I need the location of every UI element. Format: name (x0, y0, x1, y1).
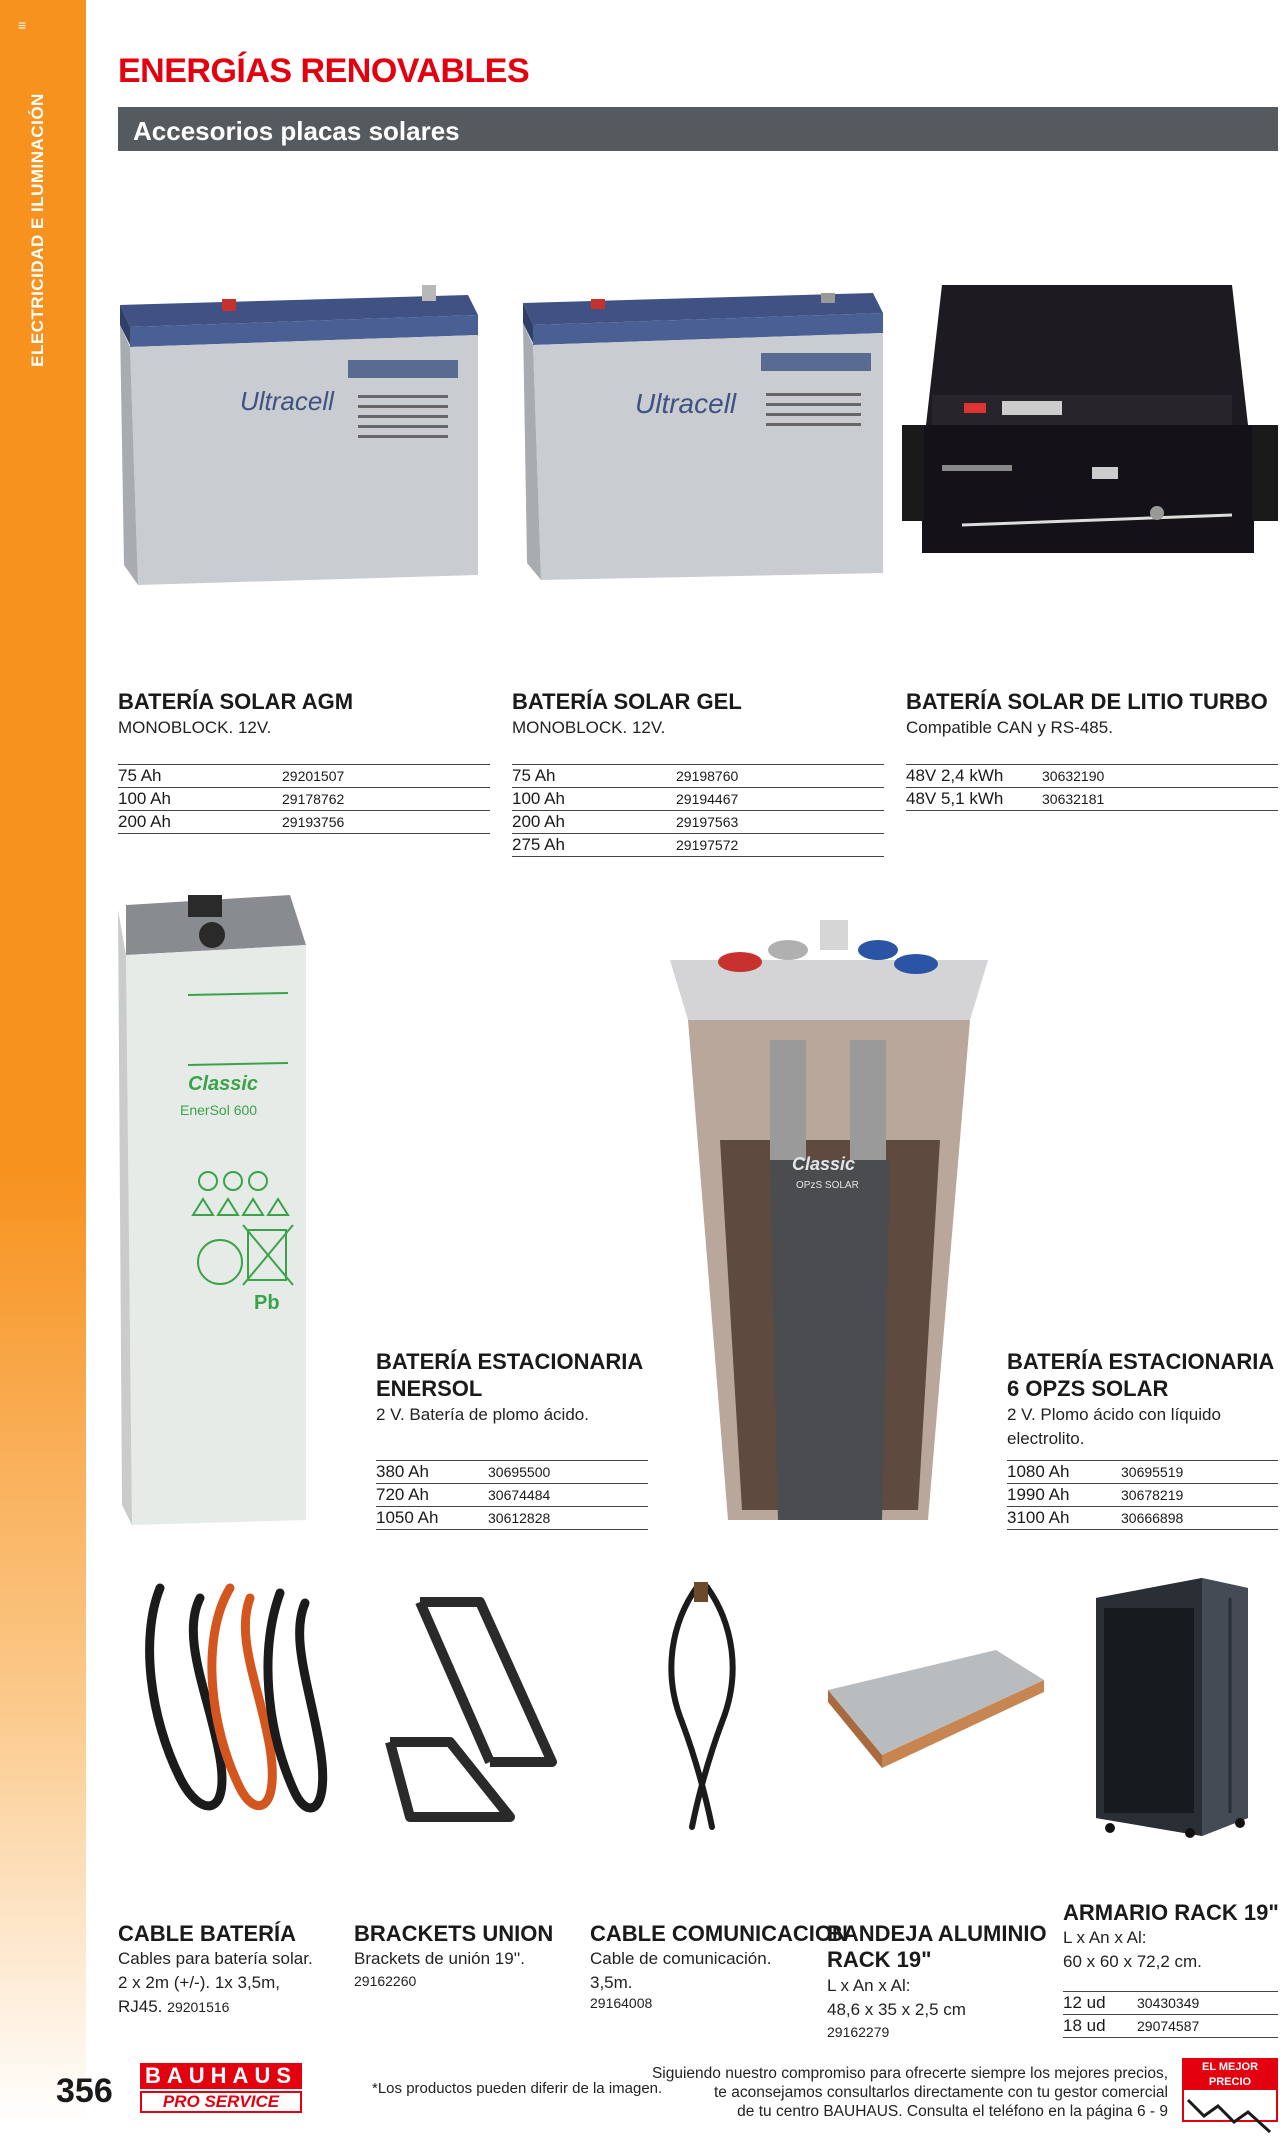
bandeja-desc-2: 48,6 x 35 x 2,5 cm (827, 2000, 966, 2019)
enersol-title-2: ENERSOL (376, 1376, 483, 1401)
price-down-chart-icon (1184, 2090, 1276, 2136)
cable-ref: 29201516 (167, 1999, 230, 2015)
price-note: Siguiendo nuestro compromiso para ofrecerte siempre los mejores precios, te aconsejamos consultarlos directamente con tu gestor comercial de tu centro BAUHAUS. Consulta el teléfono en la página 6 - 9 (651, 2065, 1168, 2120)
enersol-brand-text: Classic (188, 1073, 259, 1095)
brackets-title: BRACKETS UNION (354, 1921, 554, 1946)
armario-title: ARMARIO RACK 19" (1063, 1900, 1279, 1925)
opzs-brand-text: Classic (792, 1154, 856, 1174)
bandeja-title-2: RACK 19" (827, 1947, 932, 1972)
brackets-desc: Brackets de unión 19''. (354, 1949, 525, 1968)
gel-variant-table (512, 764, 884, 857)
page-number: 356 (56, 2072, 113, 2110)
table-row: 200 Ah 29193756 (118, 810, 490, 834)
litio-title: BATERÍA SOLAR DE LITIO TURBO (906, 689, 1268, 714)
agm-title: BATERÍA SOLAR AGM (118, 689, 354, 714)
cable-desc-3: RJ45. 29201516 (118, 1997, 230, 2016)
section-label: ELECTRICIDAD E ILUMINACIÓN (28, 93, 47, 367)
lithium-battery-image (902, 285, 1278, 557)
armario-desc-2: 60 x 60 x 72,2 cm. (1063, 1952, 1202, 1971)
table-row: 1080 Ah 30695519 (1007, 1460, 1278, 1483)
enersol-battery-image (118, 895, 308, 1525)
section-sidebar (0, 0, 86, 2124)
enersol-variant-table (376, 1460, 648, 1530)
agm-variant-table (118, 764, 490, 834)
page-title: ENERGÍAS RENOVABLES (118, 52, 530, 90)
enersol-desc: 2 V. Batería de plomo ácido. (376, 1405, 589, 1424)
brackets-image (370, 1592, 560, 1827)
cable-desc-1: Cables para batería solar. (118, 1949, 313, 1968)
table-row: 200 Ah 29197563 (512, 810, 884, 833)
table-row: 100 Ah 29178762 (118, 787, 490, 810)
table-row: 1050 Ah 30612828 (376, 1506, 648, 1530)
agm-battery-image (118, 285, 480, 590)
opzs-variant-table (1007, 1460, 1278, 1530)
table-row: 1990 Ah 30678219 (1007, 1483, 1278, 1506)
table-row: 12 ud 30430349 (1063, 1991, 1278, 2014)
rack-cabinet-image (1090, 1578, 1252, 1840)
gel-battery-image (521, 283, 886, 585)
table-row: 380 Ah 30695500 (376, 1460, 648, 1483)
comm-desc-2: 3,5m. (590, 1973, 633, 1992)
best-price-badge (1182, 2058, 1278, 2122)
bandeja-ref: 29162279 (827, 2024, 890, 2040)
comm-title: CABLE COMUNICACION (590, 1921, 848, 1946)
agm-brand-text: Ultracell (240, 386, 334, 416)
svg-text:Pb: Pb (254, 1292, 280, 1314)
table-row: 75 Ah 29201507 (118, 764, 490, 787)
badge-label: EL MEJOR PRECIO (1184, 2060, 1276, 2090)
opzs-title-1: BATERÍA ESTACIONARIA (1007, 1349, 1275, 1374)
bauhaus-logo (140, 2063, 302, 2115)
subtitle-band (118, 107, 1278, 151)
table-row: 75 Ah 29198760 (512, 764, 884, 787)
table-row: 3100 Ah 30666898 (1007, 1506, 1278, 1530)
opzs-battery-image (670, 910, 988, 1522)
table-row: 275 Ah 29197572 (512, 833, 884, 857)
aluminum-tray-image (826, 1650, 1044, 1770)
comm-desc-1: Cable de comunicación. (590, 1949, 772, 1968)
bandeja-desc-1: L x An x Al: (827, 1976, 911, 1995)
gel-brand-text: Ultracell (635, 388, 737, 419)
cable-desc-2: 2 x 2m (+/-). 1x 3,5m, (118, 1973, 281, 1992)
comm-ref: 29164008 (590, 1995, 653, 2011)
opzs-model-text: OPzS SOLAR (796, 1180, 859, 1191)
gel-title: BATERÍA SOLAR GEL (512, 689, 742, 714)
cable-title: CABLE BATERÍA (118, 1921, 297, 1946)
brackets-ref: 29162260 (354, 1973, 417, 1989)
table-row: 48V 5,1 kWh 30632181 (906, 787, 1278, 811)
bandeja-title-1: BANDEJA ALUMINIO (827, 1921, 1047, 1946)
logo-top: BAUHAUS (140, 2063, 302, 2089)
enersol-model-text: EnerSol 600 (180, 1102, 258, 1118)
table-row: 18 ud 29074587 (1063, 2014, 1278, 2038)
table-row: 48V 2,4 kWh 30632190 (906, 764, 1278, 787)
gel-desc: MONOBLOCK. 12V. (512, 718, 666, 737)
disclaimer: *Los productos pueden diferir de la imagen. (372, 2080, 663, 2097)
logo-bottom: PRO SERVICE (140, 2091, 302, 2113)
table-row: 100 Ah 29194467 (512, 787, 884, 810)
litio-variant-table (906, 764, 1278, 811)
enersol-title-1: BATERÍA ESTACIONARIA (376, 1349, 644, 1374)
subtitle: Accesorios placas solares (133, 116, 460, 146)
agm-desc: MONOBLOCK. 12V. (118, 718, 272, 737)
armario-variant-table (1063, 1991, 1278, 2038)
armario-desc-1: L x An x Al: (1063, 1928, 1147, 1947)
battery-cable-image (140, 1578, 330, 1828)
comm-cable-image (652, 1582, 752, 1832)
opzs-desc-2: electrolito. (1007, 1429, 1085, 1448)
table-row: 720 Ah 30674484 (376, 1483, 648, 1506)
opzs-title-2: 6 OPZS SOLAR (1007, 1376, 1169, 1401)
opzs-desc-1: 2 V. Plomo ácido con líquido (1007, 1405, 1221, 1424)
litio-desc: Compatible CAN y RS-485. (906, 718, 1113, 737)
menu-icon: ≡ (18, 17, 27, 33)
